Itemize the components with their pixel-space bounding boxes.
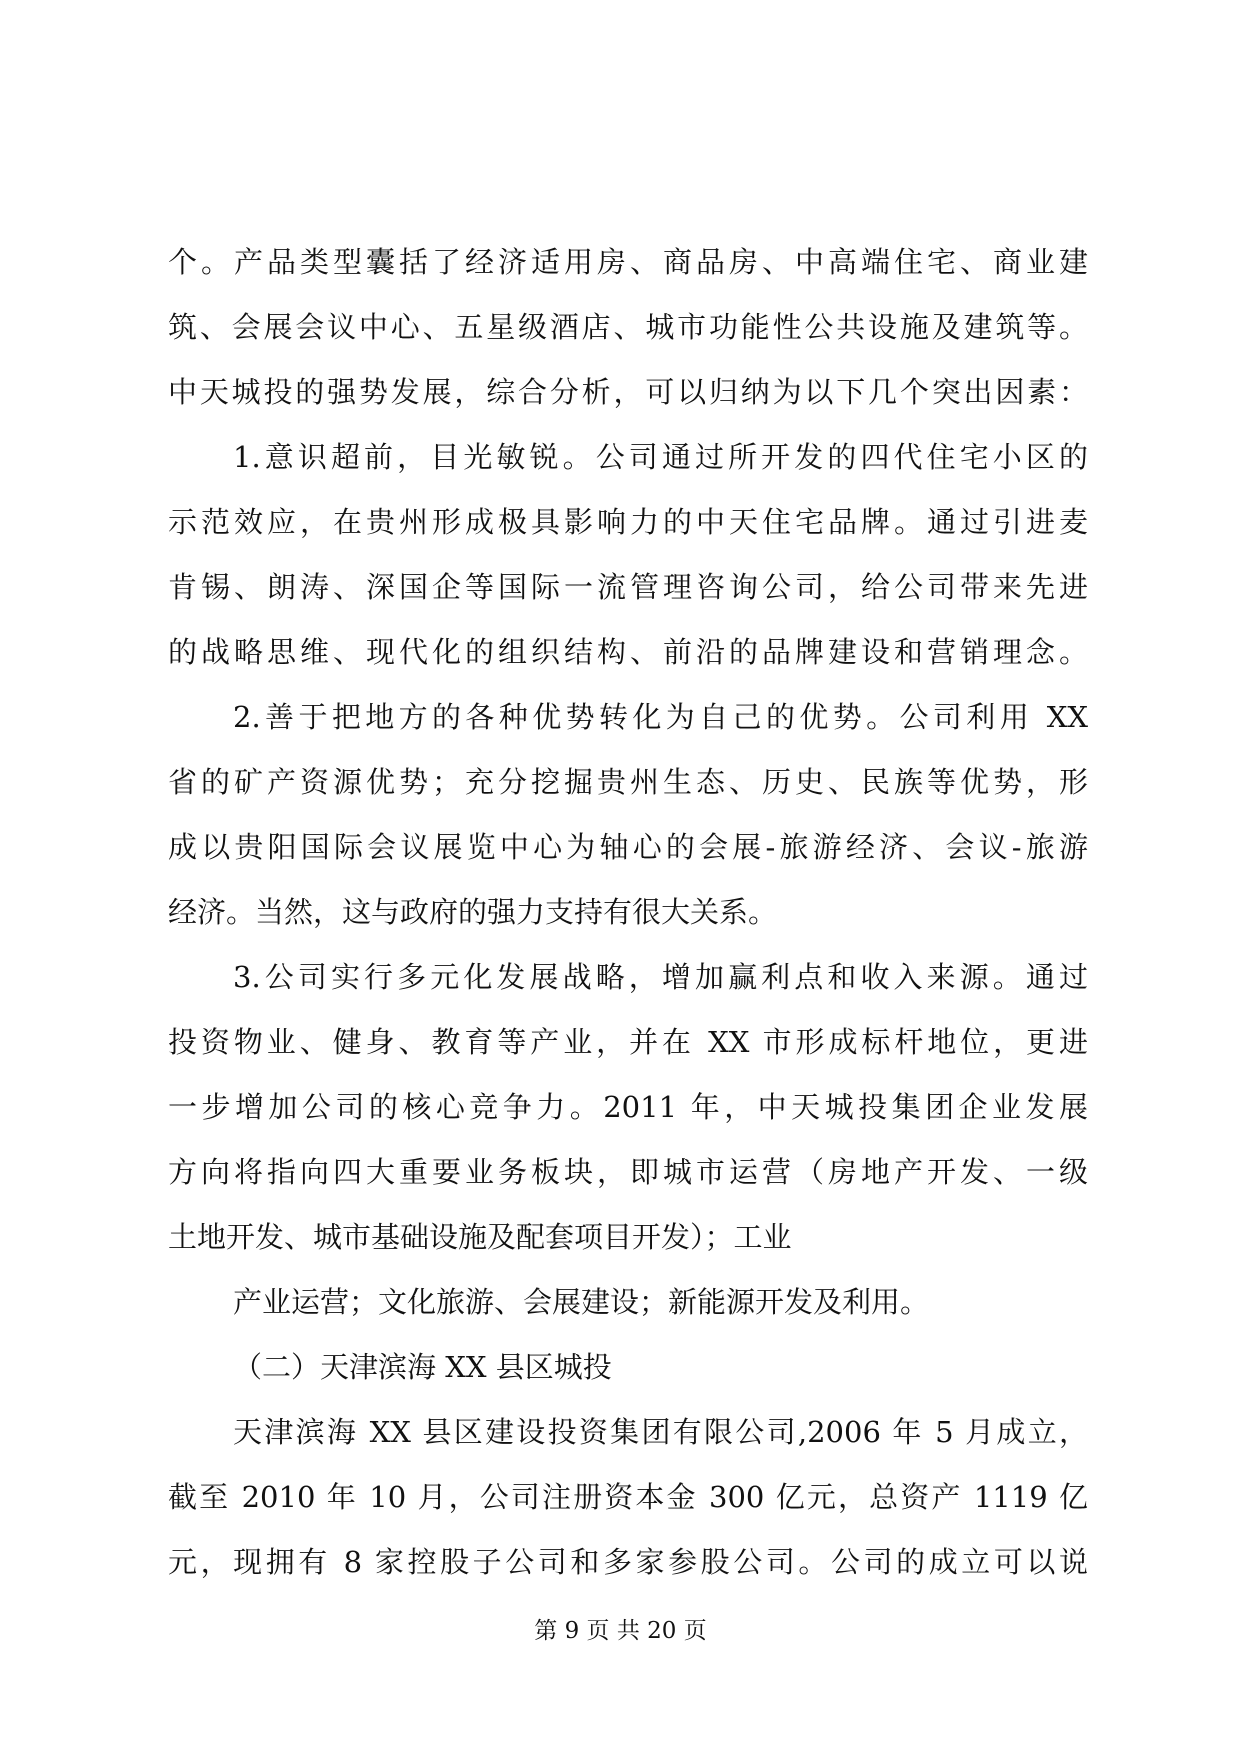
text-line: 2.善于把地方的各种优势转化为自己的优势。公司利用 XX [233,700,1088,734]
text-line: 土地开发、城市基础设施及配套项目开发）；工业 [168,1220,792,1254]
text-line: 成以贵阳国际会议展览中心为轴心的会展-旅游经济、会议-旅游 [168,830,1088,864]
text-line: 经济。当然，这与政府的强力支持有很大关系。 [168,895,778,929]
text-line: 筑、会展会议中心、五星级酒店、城市功能性公共设施及建筑等。 [168,310,1088,344]
text-line: 中天城投的强势发展，综合分析，可以归纳为以下几个突出因素： [168,375,1088,409]
text-line: 3.公司实行多元化发展战略，增加赢利点和收入来源。通过 [233,960,1088,994]
text-line: 1.意识超前，目光敏锐。公司通过所开发的四代住宅小区的 [233,440,1088,474]
body-text [168,230,1088,1595]
section-heading: （二）天津滨海 XX 县区城投 [233,1350,612,1384]
text-line: 产业运营；文化旅游、会展建设；新能源开发及利用。 [233,1285,930,1319]
text-line: 的战略思维、现代化的组织结构、前沿的品牌建设和营销理念。 [168,635,1088,669]
page-number-footer: 第 9 页 共 20 页 [534,1618,707,1644]
text-line: 一步增加公司的核心竞争力。2011 年，中天城投集团企业发展 [168,1090,1088,1124]
text-line: 个。产品类型囊括了经济适用房、商品房、中高端住宅、商业建 [168,245,1088,279]
text-line: 方向将指向四大重要业务板块，即城市运营（房地产开发、一级 [168,1155,1088,1189]
text-line: 省的矿产资源优势；充分挖掘贵州生态、历史、民族等优势，形 [168,765,1088,799]
text-line: 示范效应，在贵州形成极具影响力的中天住宅品牌。通过引进麦 [168,505,1088,539]
text-line: 截至 2010 年 10 月，公司注册资本金 300 亿元，总资产 1119 亿 [168,1480,1088,1514]
text-line: 天津滨海 XX 县区建设投资集团有限公司,2006 年 5 月成立， [233,1415,1088,1449]
text-line: 投资物业、健身、教育等产业，并在 XX 市形成标杆地位，更进 [168,1025,1088,1059]
text-line: 元，现拥有 8 家控股子公司和多家参股公司。公司的成立可以说 [168,1545,1088,1579]
text-line: 肯锡、朗涛、深国企等国际一流管理咨询公司，给公司带来先进 [168,570,1088,604]
